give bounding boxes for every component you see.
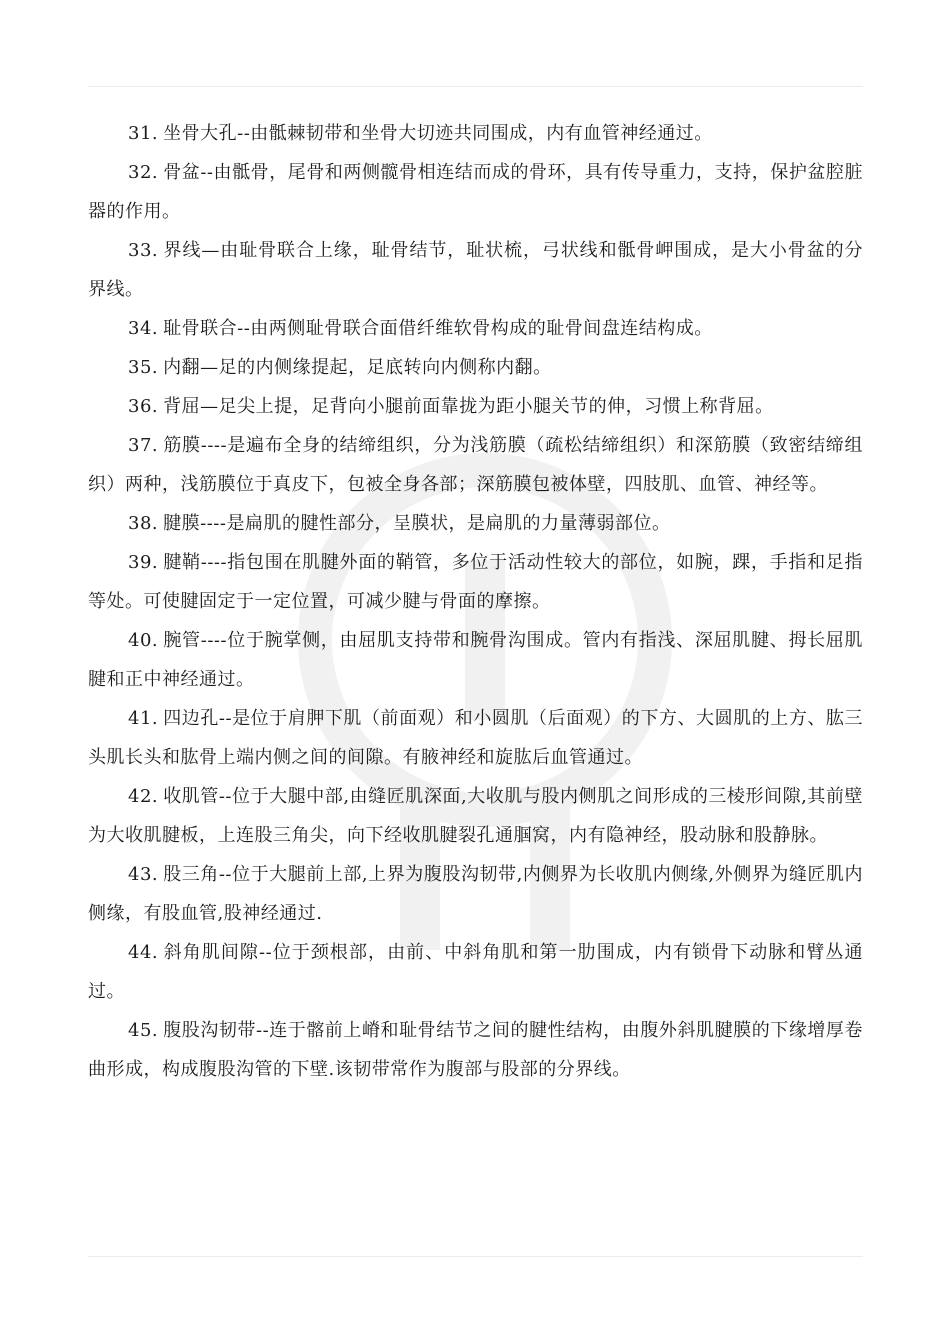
item-number: 45. [128,1020,159,1041]
item-number: 44. [128,942,159,963]
item-number: 32. [128,162,159,183]
footer-rule [88,1256,863,1257]
list-item [88,231,863,309]
item-text: 收肌管--位于大腿中部,由缝匠肌深面,大收肌与股内侧肌之间形成的三棱形间隙,其前壁为大收肌腱板，上连股三角尖，向下经收肌腱裂孔通腘窝，内有隐神经，股动脉和股静脉。 [88,786,863,846]
list-item [88,426,863,504]
item-number: 33. [128,240,159,261]
item-text: 腱鞘----指包围在肌腱外面的鞘管，多位于活动性较大的部位，如腕，踝，手指和足指等处。可使腱固定于一定位置，可减少腱与骨面的摩擦。 [88,552,863,612]
item-text: 坐骨大孔--由骶棘韧带和坐骨大切迹共同围成，内有血管神经通过。 [163,123,713,144]
item-number: 35. [128,357,159,378]
item-number: 36. [128,396,159,417]
list-item [88,699,863,777]
item-text: 内翻—足的内侧缘提起，足底转向内侧称内翻。 [163,357,552,378]
item-text: 耻骨联合--由两侧耻骨联合面借纤维软骨构成的耻骨间盘连结构成。 [163,318,713,339]
list-item [88,387,863,426]
list-item [88,1011,863,1089]
item-number: 39. [128,552,159,573]
list-item [88,933,863,1011]
header-rule [88,86,863,87]
item-number: 38. [128,513,159,534]
item-text: 腱膜----是扁肌的腱性部分，呈膜状，是扁肌的力量薄弱部位。 [163,513,671,534]
item-number: 34. [128,318,159,339]
item-text: 股三角--位于大腿前上部,上界为腹股沟韧带,内侧界为长收肌内侧缘,外侧界为缝匠肌内侧缘，有股血管,股神经通过. [88,864,863,924]
item-text: 四边孔--是位于肩胛下肌（前面观）和小圆肌（后面观）的下方、大圆肌的上方、肱三头肌长头和肱骨上端内侧之间的间隙。有腋神经和旋肱后血管通过。 [88,708,863,768]
list-item [88,114,863,153]
item-number: 37. [128,435,159,456]
list-item [88,309,863,348]
list-item [88,153,863,231]
item-text: 斜角肌间隙--位于颈根部，由前、中斜角肌和第一肋围成，内有锁骨下动脉和臂丛通过。 [88,942,863,1002]
item-number: 31. [128,123,159,144]
list-item [88,543,863,621]
list-item [88,855,863,933]
list-item [88,777,863,855]
item-text: 骨盆--由骶骨，尾骨和两侧髋骨相连结而成的骨环，具有传导重力，支持，保护盆腔脏器的作用。 [88,162,863,222]
list-item [88,621,863,699]
item-text: 腕管----位于腕掌侧，由屈肌支持带和腕骨沟围成。管内有指浅、深屈肌腱、拇长屈肌腱和正中神经通过。 [88,630,863,690]
item-text: 界线—由耻骨联合上缘，耻骨结节，耻状梳，弓状线和骶骨岬围成，是大小骨盆的分界线。 [88,240,863,300]
list-item [88,504,863,543]
item-text: 背屈—足尖上提，足背向小腿前面靠拢为距小腿关节的伸，习惯上称背屈。 [163,396,774,417]
item-text: 筋膜----是遍布全身的结缔组织，分为浅筋膜（疏松结缔组织）和深筋膜（致密结缔组织）两种，浅筋膜位于真皮下，包被全身各部；深筋膜包被体壁，四肢肌、血管、神经等。 [88,435,863,495]
document-body [88,114,863,1089]
item-text: 腹股沟韧带--连于髂前上嵴和耻骨结节之间的腱性结构，由腹外斜肌腱膜的下缘增厚卷曲形成，构成腹股沟管的下壁.该韧带常作为腹部与股部的分界线。 [88,1020,863,1080]
item-number: 40. [128,630,159,651]
item-number: 43. [128,864,159,885]
item-number: 41. [128,708,159,729]
list-item [88,348,863,387]
item-number: 42. [128,786,159,807]
